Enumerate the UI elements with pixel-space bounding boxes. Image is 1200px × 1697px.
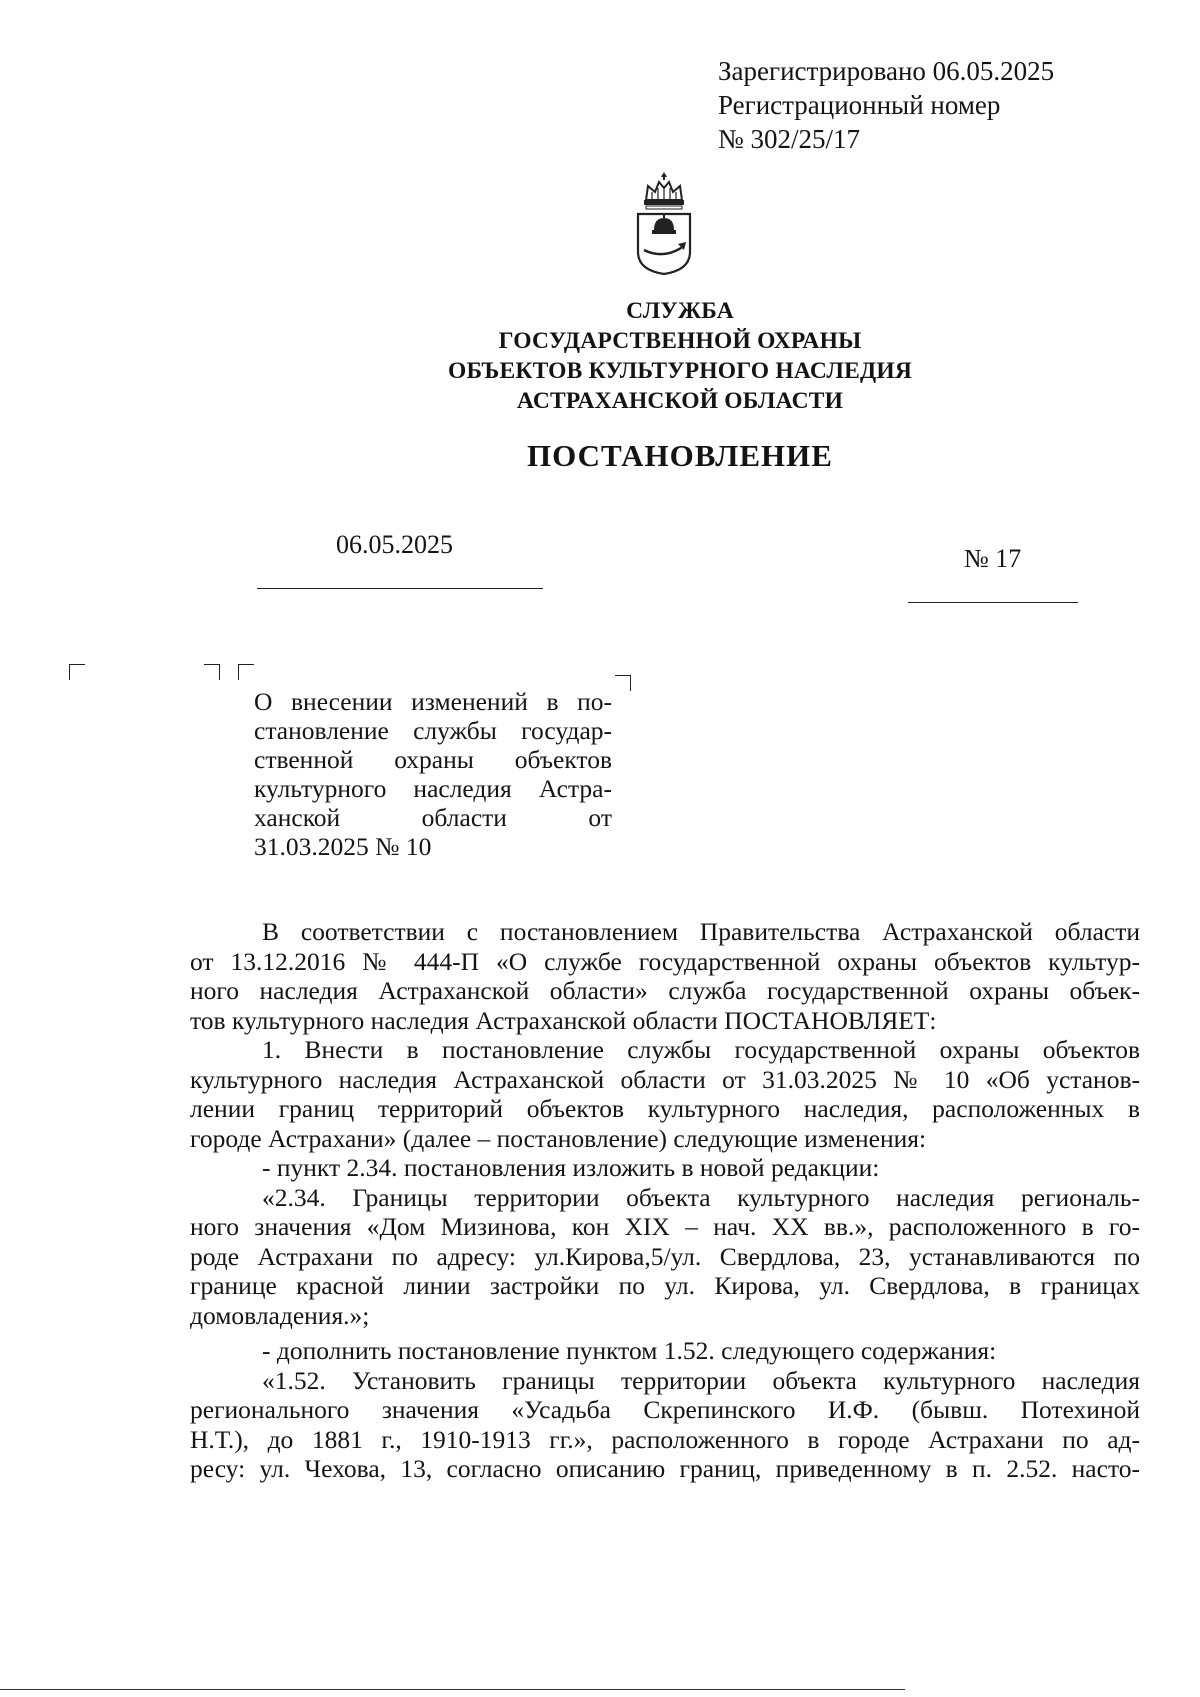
body-line: домовладения.»; <box>190 1300 370 1330</box>
document-date: 06.05.2025 <box>336 530 453 559</box>
document-type-heading: ПОСТАНОВЛЕНИЕ <box>527 438 833 473</box>
agency-line: АСТРАХАНСКОЙ ОБЛАСТИ <box>516 388 844 414</box>
body-line: - пункт 2.34. постановления изложить в новой редакции: <box>262 1153 880 1182</box>
registration-stamp <box>718 54 1054 156</box>
subject-line: культурного наследия Астра- <box>254 774 612 803</box>
body-line: тов культурного наследия Астраханской области ПОСТАНОВЛЯЕТ: <box>190 1005 937 1035</box>
corner-bracket-top-right <box>204 664 220 680</box>
body-line: регионального значения «Усадьба Скрепинского И.Ф. (бывш. Потехиной <box>190 1395 1140 1424</box>
body-line: ного наследия Астраханской области» служба государственной охраны объек- <box>190 976 1140 1005</box>
body-line: ресу: ул. Чехова, 13, согласно описанию границ, приведенному в п. 2.52. насто- <box>190 1454 1140 1483</box>
subject-line: ственной охраны объектов <box>254 745 612 774</box>
document-number: № 17 <box>964 544 1022 573</box>
registration-number: № 302/25/17 <box>718 124 861 154</box>
body-line: «1.52. Установить границы территории объекта культурного наследия <box>262 1365 1140 1395</box>
date-underline <box>257 588 543 589</box>
body-line: 1. Внести в постановление службы государственной охраны объектов <box>262 1035 1140 1064</box>
body-line: лении границ территорий объектов культурного наследия, расположенных в <box>190 1094 1140 1123</box>
body-line: ного значения «Дом Мизинова, кон XIX – нач. XX вв.», расположенного в го- <box>190 1212 1140 1241</box>
body-line: границе красной линии застройки по ул. Кирова, ул. Свердлова, в границах <box>190 1271 1140 1300</box>
registration-date: Зарегистрировано 06.05.2025 <box>718 56 1055 86</box>
subject-line: О внесении изменений в по- <box>254 687 612 716</box>
agency-line: ОБЪЕКТОВ КУЛЬТУРНОГО НАСЛЕДИЯ <box>447 358 913 384</box>
body-line: - дополнить постановление пунктом 1.52. следующего содержания: <box>262 1336 997 1365</box>
number-underline <box>908 602 1078 603</box>
body-line: В соответствии с постановлением Правительства Астраханской области <box>262 917 1140 946</box>
document-subject <box>254 687 612 861</box>
agency-line: ГОСУДАРСТВЕННОЙ ОХРАНЫ <box>498 328 862 354</box>
body-line: городе Астрахани» (далее – постановление) следующие изменения: <box>190 1123 927 1153</box>
agency-line: СЛУЖБА <box>626 298 734 324</box>
document-body <box>190 917 1140 1484</box>
body-line: от 13.12.2016 № 444-П «О службе государственной охраны объектов культур- <box>190 946 1140 976</box>
agency-name <box>330 296 1030 416</box>
registration-number-label: Регистрационный номер <box>718 90 1001 120</box>
subject-line: ханской области от <box>254 803 612 832</box>
corner-bracket-top-left <box>69 664 85 680</box>
body-line: роде Астрахани по адресу: ул.Кирова,5/ул. Свердлова, 23, устанавливаются по <box>190 1241 1140 1271</box>
scan-bottom-edge <box>0 1689 905 1690</box>
body-line: культурного наследия Астраханской области от 31.03.2025 № 10 «Об установ- <box>190 1064 1140 1094</box>
corner-bracket-top-left <box>238 664 254 680</box>
coat-of-arms-icon <box>634 170 694 276</box>
body-line: «2.34. Границы территории объекта культурного наследия региональ- <box>262 1182 1140 1212</box>
subject-line: 31.03.2025 № 10 <box>254 832 432 861</box>
corner-bracket-top-right <box>615 675 631 691</box>
body-line: Н.Т.), до 1881 г., 1910-1913 гг.», расположенного в городе Астрахани по ад- <box>190 1424 1140 1454</box>
subject-line: становление службы государ- <box>254 716 612 745</box>
